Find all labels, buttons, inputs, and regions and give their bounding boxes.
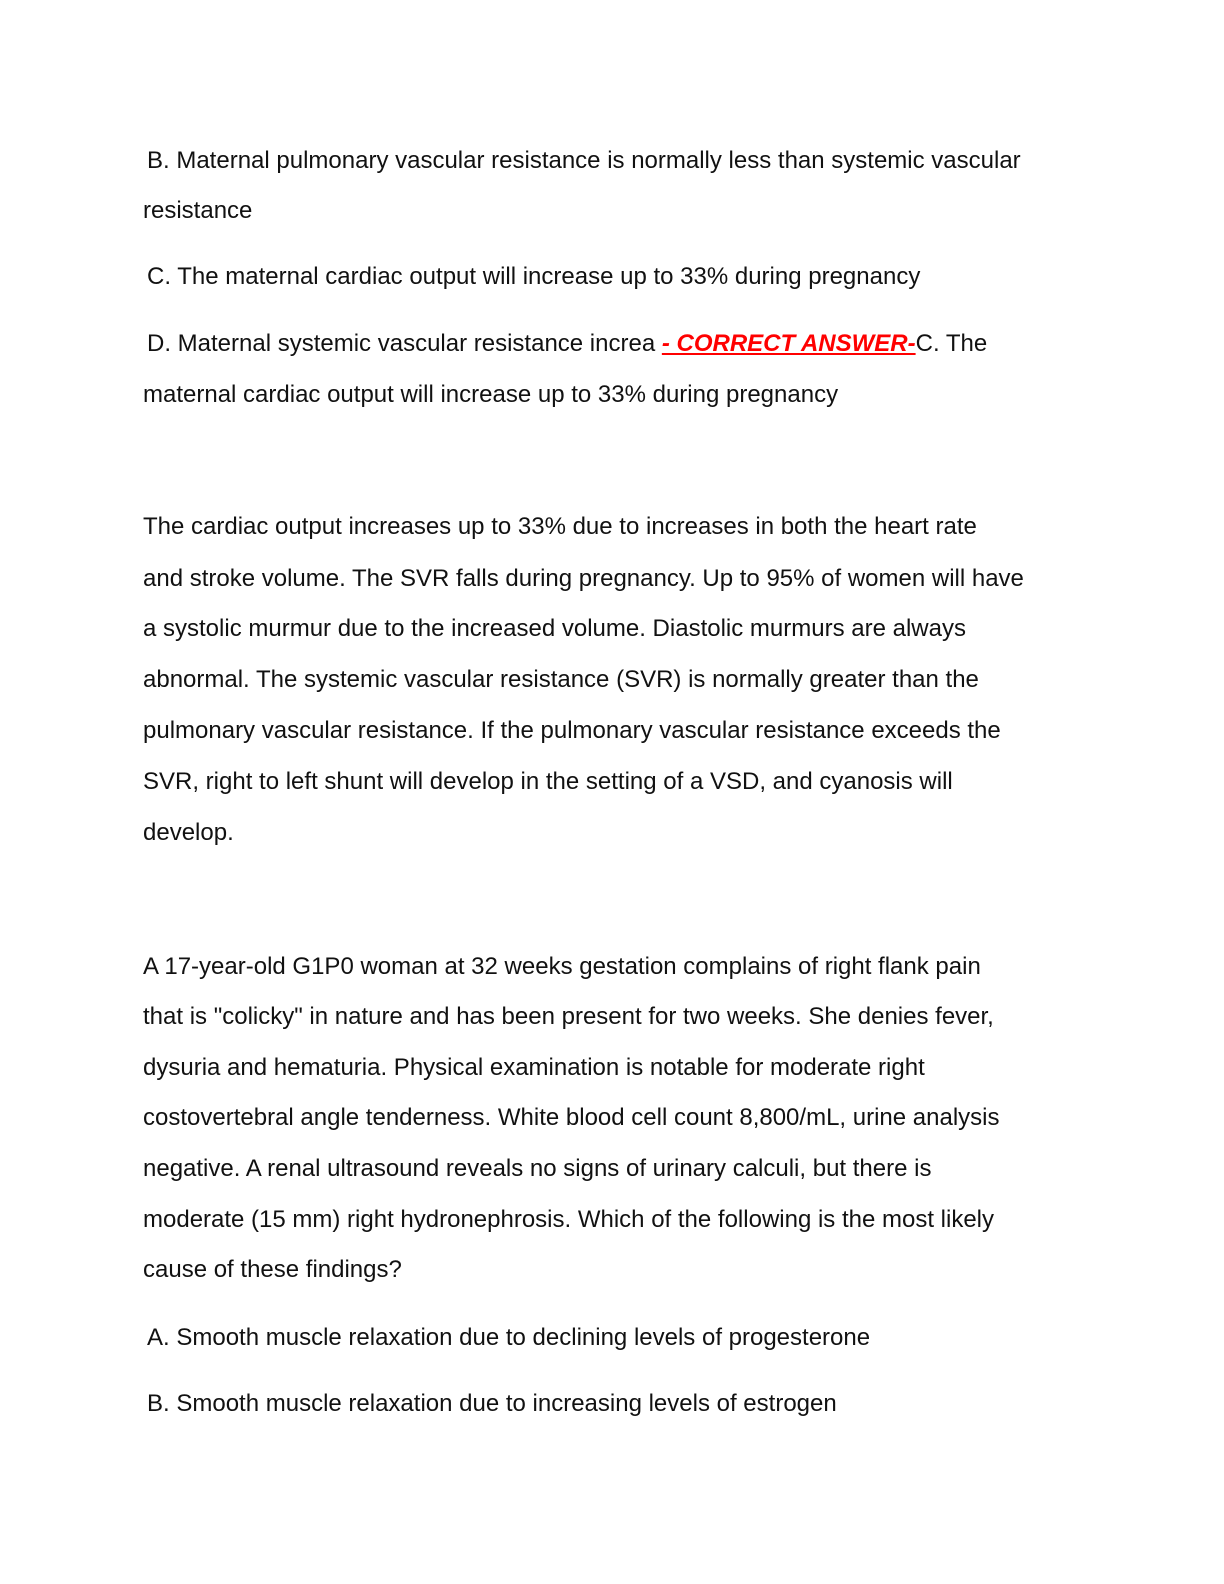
next-option-a: A. Smooth muscle relaxation due to declining levels of progesterone	[147, 1324, 871, 1351]
question-stem-line: that is "colicky" in nature and has been present for two weeks. She denies fever,	[143, 1003, 994, 1030]
prev-option-b-line2: resistance	[143, 197, 253, 224]
next-option-b: B. Smooth muscle relaxation due to increasing levels of estrogen	[147, 1390, 837, 1417]
question-stem-line: costovertebral angle tenderness. White blood cell count 8,800/mL, urine analysis	[143, 1104, 1000, 1131]
explanation-line: The cardiac output increases up to 33% due to increases in both the heart rate	[143, 513, 977, 540]
question-stem-line: moderate (15 mm) right hydronephrosis. Which of the following is the most likely	[143, 1206, 995, 1233]
explanation-line: pulmonary vascular resistance. If the pulmonary vascular resistance exceeds the	[143, 717, 1001, 744]
prev-option-d-line	[147, 329, 987, 359]
question-stem-line: negative. A renal ultrasound reveals no signs of urinary calculi, but there is	[143, 1155, 932, 1182]
question-stem-line: A 17-year-old G1P0 woman at 32 weeks gestation complains of right flank pain	[143, 953, 981, 980]
explanation-line: a systolic murmur due to the increased volume. Diastolic murmurs are always	[143, 615, 966, 642]
correct-answer-flag: - CORRECT ANSWER-	[661, 330, 916, 357]
explanation-line: SVR, right to left shunt will develop in the setting of a VSD, and cyanosis will	[143, 768, 953, 795]
explanation-line: abnormal. The systemic vascular resistance (SVR) is normally greater than the	[143, 666, 979, 693]
question-stem-line: dysuria and hematuria. Physical examination is notable for moderate right	[143, 1054, 925, 1081]
prev-option-d-text: D. Maternal systemic vascular resistance increa	[147, 330, 662, 357]
question-stem-line: cause of these findings?	[143, 1256, 402, 1283]
correct-answer-text: C. The	[915, 330, 988, 357]
correct-answer-line2: maternal cardiac output will increase up to 33% during pregnancy	[143, 381, 839, 408]
explanation-line: develop.	[143, 819, 234, 846]
prev-option-b-line1: B. Maternal pulmonary vascular resistance is normally less than systemic vascular	[147, 147, 1021, 174]
prev-option-c: C. The maternal cardiac output will increase up to 33% during pregnancy	[147, 263, 921, 290]
explanation-line: and stroke volume. The SVR falls during pregnancy. Up to 95% of women will have	[143, 565, 1024, 592]
